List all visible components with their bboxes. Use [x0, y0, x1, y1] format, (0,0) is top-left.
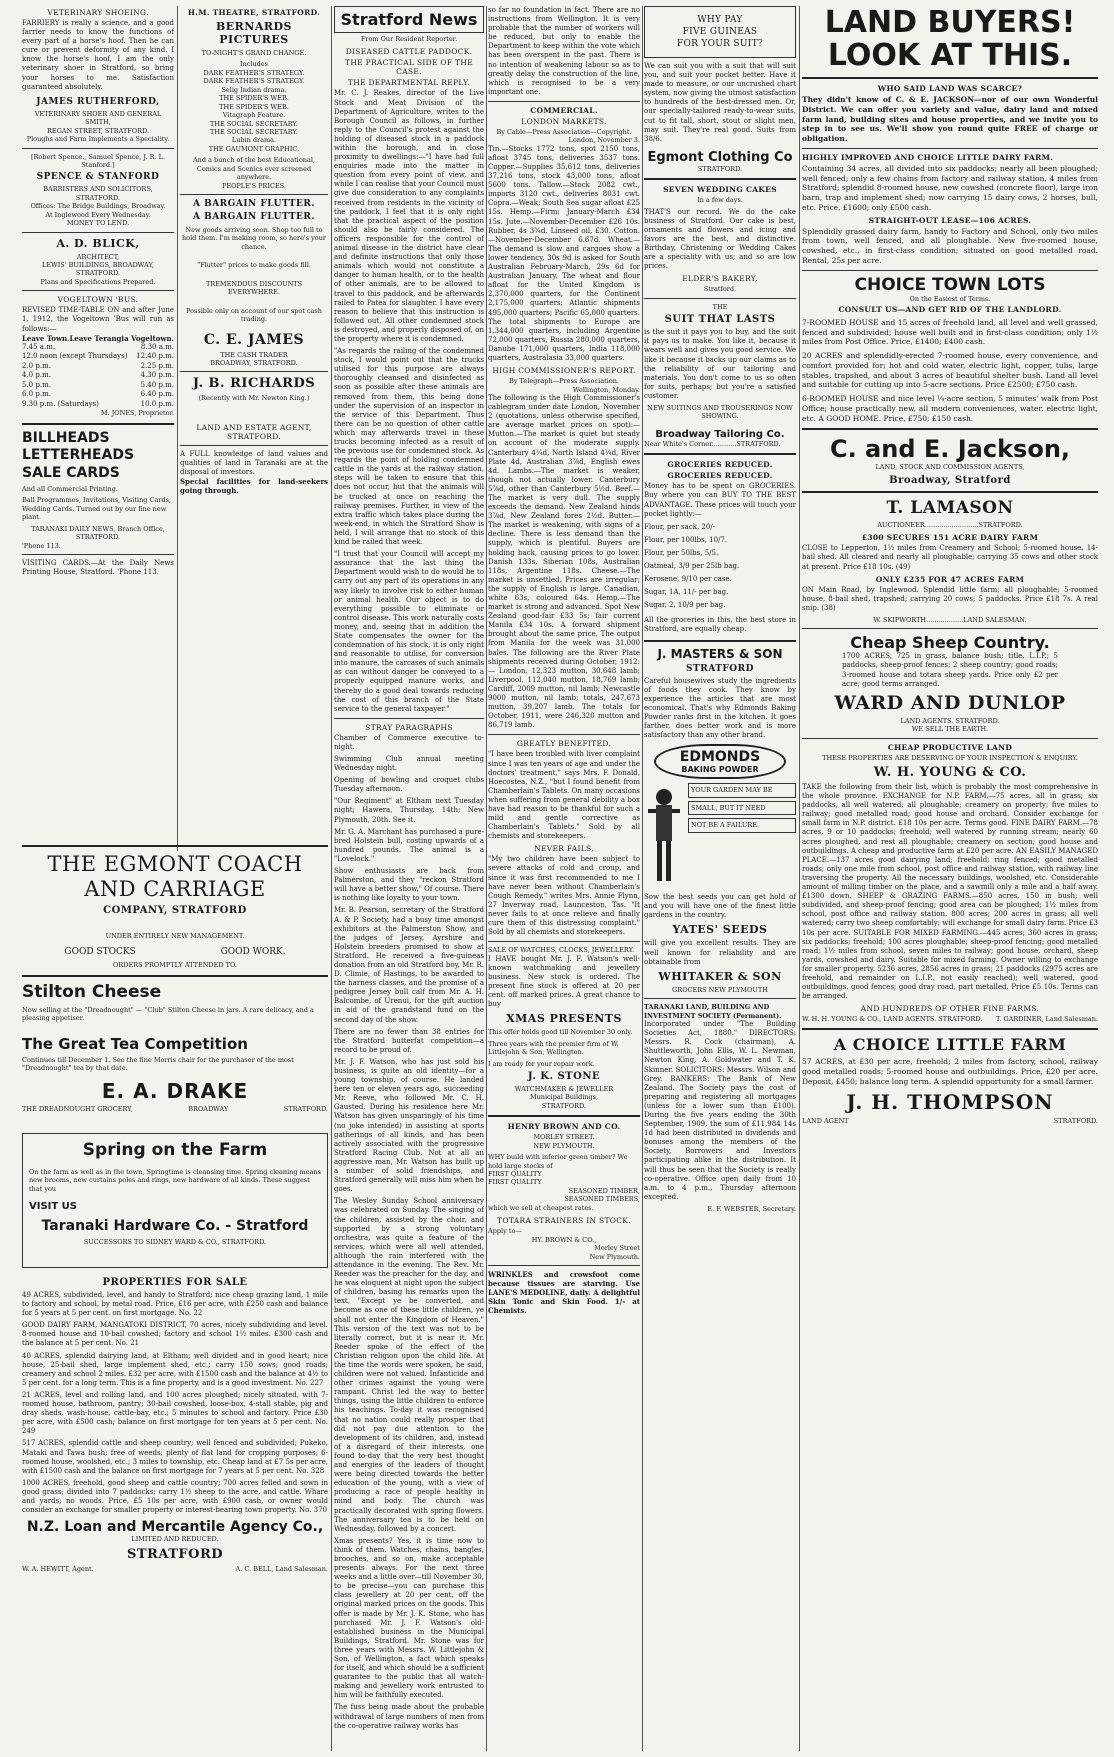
- suit-lasts-the: THE: [712, 302, 728, 311]
- yates-body: will give you excellent results. They are well known for reliability and are obtainable from: [644, 939, 796, 966]
- stray-heading: STRAY PARAGRAPHS: [365, 722, 453, 732]
- article-paragraph: "I trust that your Council will accept my assurance that the last thing the Department would wish to do would be to carry out any part of its operations in any way likely to involve risk to either human or animal health. Our object is to do everything possible to eliminate or control disease. This work naturally costs money, and, seeing that in addition the State compensates the owner for the condemnation of his stock, it is only right and reasonable to utilise, for conversion into manure, the carcases of such animals as can without danger be conveyed to a properly equipped manure works, and thereby do a good deal towards reducing the cost of this branch of the State service to the general taxpayer.": [334, 550, 484, 713]
- brown-timber: SEASONED TIMBERS,: [564, 1195, 640, 1204]
- article-subheading: THE DEPARTMENTAL REPLY.: [347, 78, 471, 88]
- spring-ad: [22, 1133, 328, 1268]
- column-rule: [486, 6, 487, 1751]
- taranaki-body: Incorporated under "The Building Societies Act, 1880." DIRECTORS: Messrs. R. Cock (chairman), A. Shuttleworth, John Ellis, W. L. Newman, Newton King, A. Goldwater and T. K. Skinner. SOLICITORS: Messrs. Wilson and Grey. BANKERS: The Bank of New Zealand. The Society pays the cost of preparing and registering all mortgages (unless for a lower sum than £100). During the five years ending the 30th September, 1909, the sum of £11,984 14s 1d had been distributed in dividends and bonuses among the members of the Society, Borrowers and Investors participating alike in the distribution. It will thus be seen that the Society is really co-operative. Office open daily from 10 a.m. to 4 p.m., Thursday afternoon excepted.: [644, 1020, 796, 1201]
- bus-return-time: 4.30 p.m.: [140, 371, 174, 380]
- watches-heading: SALE OF WATCHES, CLOCKS, JEWELLERY.: [488, 946, 635, 955]
- london-date: London, November 3.: [568, 136, 640, 145]
- rutherford-name: JAMES RUTHERFORD,: [36, 96, 160, 107]
- brown-line: MORLEY STREET.: [533, 1133, 595, 1142]
- webster-sign: E. F. WEBSTER, Secretary.: [707, 1204, 796, 1213]
- properties-heading: PROPERTIES FOR SALE: [102, 1277, 248, 1288]
- taranaki-heading: TARANAKI LAND, BUILDING AND INVESTMENT SOCIETY (Permanent).: [644, 1003, 782, 1020]
- edmonds-logo: EDMONDS BAKING POWDER: [654, 744, 786, 779]
- theatre-heading: H.M. THEATRE, STRATFORD.: [187, 8, 321, 17]
- land-buyers-heading: LAND BUYERS!: [824, 6, 1076, 40]
- lamason-line: AUCTIONEER..........................STRATFORD.: [877, 520, 1023, 529]
- apply-address: New Plymouth.: [589, 1252, 640, 1261]
- blick-line: Plans and Specifications Prepared.: [40, 277, 156, 286]
- stone-line: STRATFORD.: [541, 1101, 587, 1110]
- hc-date: Wellington, Monday.: [572, 385, 640, 394]
- theatre-item: THE GAUMONT GRAPHIC.: [208, 144, 300, 153]
- apply-name: HY. BROWN & CO.,: [531, 1235, 597, 1244]
- london-body: Tin.—Stocks 1772 tons, spot 2150 tons, afloat 3745 tons, deliveries 3537 tons. Copper.—Supplies 35,612 tons, deliveries 37,216 tons, stock 43,000 tons, afloat 5600 tons. Tallow.—Stock 2082 cwt., imports 3120 cwt., deliveries 8031 cwt. Copra.—Weak; South Sea sugar afloat £25 15s. Hemp.—Firm; January-March £34 15s. Jute.—November-December £26 10s. Rubber, 4s 3¾d. Linseed oil, £30. Cotton.—November-December 6.67d. Wheat.—The demand is slow and cargoes show a lower tendency, 30s 9d is asked for South Australian February-March, 29s 6d for Australian January. The wheat and flour afloat for the United Kingdom is 2,370,000 quarters, for the Continent 2,175,000 quarters; Atlantic shipments 495,000 quarters; Pacific 65,000 quarters. The total shipments to Europe are 1,344,000 quarters, including Argentine 72,000 quarters, Russia 280,000 quarters, Danube 171,000 quarters, India 118,000 quarters, Australasia 33,000 quarters.: [488, 144, 640, 362]
- bus-row: [22, 352, 174, 361]
- jackson-location: Broadway, Stratford: [889, 474, 1011, 486]
- bus-leave-time: 7.45 a.m.: [22, 343, 56, 352]
- never-heading: NEVER FAILS.: [534, 844, 594, 854]
- town-lots: [802, 318, 1098, 424]
- article-paragraph: "As regards the railing of the condemned stock, I would point out that the trucks utilised for this purpose are always thoroughly cleansed and disinfected as soon as possible after these animals are removed from them, this being done under the supervision of an inspector in the service of this Department. Thus there can be no question of other cattle which may afterwards travel in these trucks becoming infected as a result of the previous use for condemned stock. As regards the point of holding condemned cattle in the yards at the railway station, steps will be taken to ensure that this does not occur, but that the animals will be trucked at once on reaching the railway premises. Further, in view of the extra traffic which takes place during the week-end, in which the Stratford Show is held, I will arrange that no stock of this kind be railed that week.: [334, 347, 484, 547]
- spring-body: On the farm as well as in the town, Springtime is cleansing time. Spring cleaning means new brooms, new curtains poles and rings, new hardware of all kinds. These suggest that you: [29, 1168, 321, 1193]
- lamason-name: T. LAMASON: [886, 497, 1014, 518]
- spence-names: [Robert Spence., Samuel Spence, J. R. L. Stanford.]: [30, 152, 166, 169]
- billheads: BILLHEADS LETTERHEADS SALE CARDS: [22, 429, 135, 481]
- cheap-sheep-heading: Cheap Sheep Country.: [850, 633, 1050, 653]
- grocery-item: Sugar, 2, 10/9 per bag.: [644, 601, 726, 610]
- printing-phone: 'Phone 113.: [22, 541, 61, 550]
- whitaker-location: GROCERS NEW PLYMOUTH: [672, 985, 768, 994]
- stray-paragraph: Xmas presents? Yes, it is time now to think of them. Watches, chains, bangles, brooches, and so on, make acceptable presents always. For the next three weeks and a little over—till November 30, to be precise—you can purchase this class jewellery at 20 per cent. off the original marked prices on the goods. This offer is made by Mr. J. K. Stone, who has purchased Mr. J. F. Watson's old-established business in the Municipal Buildings, Stratford. Mr. Stone was for three years with Messrs. W. Littlejohn & Son, of Wellington, a fact which speaks for itself, and which should be a sufficient guarantee to the public that all watch-making and jewellery work entrusted to him will be faithfully executed.: [334, 1536, 484, 1700]
- article-heading: DISEASED CATTLE PADDOCK.: [345, 47, 473, 57]
- stray-paragraph: "Our Regiment" at Eltham next Tuesday night; Hawera, Thursday, 14th; New Plymouth, 20th. See it.: [334, 797, 484, 824]
- spring-visit: VISIT US: [29, 1201, 78, 1213]
- elder-location: Stratford.: [703, 285, 737, 294]
- apply-address: Morley Street: [594, 1244, 640, 1253]
- loan-limited: LIMITED AND REDUCED.: [131, 1535, 219, 1544]
- theatre-item: THE SPIDER'S WEB.: [219, 94, 289, 103]
- ward-line: WE SELL THE EARTH.: [911, 725, 989, 734]
- spring-title: Spring on the Farm: [82, 1140, 268, 1160]
- bus-return-time: 10.0 p.m.: [140, 399, 174, 408]
- rutherford-line: Ploughs and Farm Implements a Speciality.: [26, 135, 170, 144]
- bus-row: [22, 390, 174, 399]
- theatre-item: THE SPIDER'S WEB.: [219, 102, 289, 111]
- stone-name: J. K. STONE: [527, 1070, 601, 1082]
- column-3: [334, 6, 484, 1751]
- james-name: C. E. JAMES: [203, 331, 305, 348]
- stray-paragraph: There are no fewer than 38 entries for the Stratford butterfat competition—a record to be proud of.: [334, 1027, 484, 1054]
- theatre-item: Selig Indian drama.: [221, 85, 287, 94]
- stray-paragraph: Show enthusiasts are back from Palmerston, and they "reckon Stratford will have a better show." Of course. There is nothing like loyalty to your town.: [334, 867, 484, 903]
- bus-return-time: 5.40 p.m.: [140, 380, 174, 389]
- bus-leave-time: 9.30 p.m. (Saturdays): [22, 399, 99, 408]
- spence-line: At Inglewood Every Wednesday.: [45, 210, 151, 219]
- bus-return-time: 12.40 p.m.: [136, 352, 174, 361]
- theatre-item: Lubin drama.: [231, 136, 277, 145]
- property-listing: 21 ACRES, level and rolling land, and 100 acres ploughed; nicely situated, with 7-roomed house, bathroom, pantry; 30-bail cowshed, loose-box, 4-stall stable, pig and dray sheds, wash-house, cattle-bay, etc.; 5 minutes to school and factory. Price £30 per acre, with £500 cash; balance on first mortgage for ten years at 5 per cent. No. 249: [22, 1390, 328, 1436]
- grocery-item: Flour, per 50lbs, 5/5.: [644, 548, 719, 557]
- theatre-item: Vitagraph Feature.: [222, 111, 286, 120]
- property-listing: 1000 ACRES, freehold, good sheep and cattle country; 700 acres felled and sown in good grass; divided into 7 paddocks; carry 1½ sheep to the acre, and cattle. Whare and yards; no woods. Price, £5 10s per acre, with £900 cash, or owner would consider an exchange for smaller property or interest-bearing town property. No. 370: [22, 1478, 328, 1515]
- gardener-figure-icon: [644, 783, 684, 893]
- bus-row: [22, 362, 174, 371]
- town-lot: 6-ROOMED HOUSE and nice level ¼-acre section, 5 minutes' walk from Post Office; house practically new, all modern conveniences, water, electric light, etc. A GOOD HOME. Price, £750; £150 cash.: [802, 394, 1098, 423]
- groceries-heading: GROCERIES REDUCED.: [667, 471, 773, 481]
- theatre-title: BERNARDS PICTURES: [215, 20, 293, 46]
- theatre-item: DARK FEATHER'S STRATEGY.: [203, 68, 305, 77]
- jackson-line: LAND, STOCK AND COMMISSION AGENTS,: [875, 463, 1025, 472]
- bus-row: [22, 343, 174, 352]
- ward-line: LAND AGENTS. STRATFORD.: [900, 716, 1000, 725]
- garden-body: Sow the best seeds you can get hold of and you will have one of the finest little gardens in the country.: [644, 893, 796, 920]
- wrinkles-ad: WRINKLES and crowsfoot come because tissues are starving. Use LANE'S MEDOLINE, daily. A delightful Skin Tonic and Skin Food. 1/- at Chemists.: [488, 1269, 640, 1316]
- column-2: [180, 6, 328, 836]
- bus-heading: VOGELTOWN 'BUS.: [57, 295, 139, 305]
- stray-paragraph: Chamber of Commerce executive to-night.: [334, 733, 484, 751]
- land-agent-body: A FULL knowledge of land values and qualities of land in Taranaki are at the disposal of investors.: [180, 449, 328, 476]
- coach-under: UNDER ENTIRELY NEW MANAGEMENT.: [105, 932, 245, 941]
- printing-line: And all Commercial Printing.: [22, 485, 118, 494]
- stray-paragraph: Swimming Club annual meeting Wednesday night.: [334, 755, 484, 773]
- thompson-footer: LAND AGENT STRATFORD.: [802, 1116, 1098, 1125]
- broadway-tailoring: Broadway Tailoring Co.: [655, 428, 785, 440]
- coach-orders: ORDERS PROMPTLY ATTENDED TO.: [113, 960, 237, 969]
- column-4: [488, 6, 640, 1751]
- printing-line: TARANAKI DAILY NEWS, Branch Office, STRATFORD.: [31, 524, 165, 542]
- egmont-location: STRATFORD.: [697, 164, 743, 173]
- garden-block: [644, 783, 796, 893]
- bus-leave-time: 2.0 p.m.: [22, 361, 51, 370]
- stone-line: WATCHMAKER & JEWELLER: [514, 1084, 614, 1093]
- why-pay-line: WHY PAY: [697, 15, 743, 25]
- column-rule: [177, 6, 178, 851]
- town-lot: 20 ACRES and splendidly-erected 7-roomed house, every convenience, and comfort provided for; hot and cold water, electric light, copper, tubs, large stables, trapshed, and about 3 acres of beautiful shelter bush. Land all level and suitable for cutting up into 5-acre sections. Price £2500; £750 cash.: [802, 351, 1098, 390]
- spence-line: Offices: The Bridge Buildings, Broadway.: [30, 202, 166, 211]
- drake-footer: THE DREADNOUGHT GROCERY, BROADWAY STRATFORD.: [22, 1104, 328, 1113]
- look-heading: LOOK AT THIS.: [827, 38, 1073, 73]
- greatly-body: "I have been troubled with liver complaint since I was ten years of age and under the doctors' treatment," says Mrs. F. Donald, Hoecostea, N.Z., "but I found benefit from Chamberlain's Tablets. On many occasions when suffering from general debility a box have had reason to be thankful for such a mild and gentle corrective as Chamberlain's Tablets." Sold by all chemists and storekeepers.: [488, 750, 640, 841]
- bus-return-time: 6.40 p.m.: [140, 390, 174, 399]
- bus-body: REVISED TIME-TABLE ON and after June 1, 1912, the Vogeltown 'Bus will run as follows:—: [22, 306, 174, 333]
- blick-line: ARCHITECT,: [76, 252, 120, 261]
- why-pay-line: FIVE GUINEAS: [682, 27, 758, 37]
- column-rule: [799, 6, 800, 1751]
- who-heading: WHO SAID LAND WAS SCARCE?: [877, 84, 1023, 93]
- grocery-item: Flour, per 100lbs, 10/7.: [644, 535, 728, 544]
- masthead: Stratford News: [340, 10, 478, 29]
- never-body: "My two children have been subject to severe attacks of cold and croup, and since it was first recommended to me I have never been without Chamberlain's Cough Remedy," writes Mrs. Annie Flynn, 27 Inverway road, Launceston, Tas. "It never fails to at once relieve and finally cure them of this distressing complaint." Sold by all chemists and storekeepers.: [488, 855, 640, 937]
- stray-paragraph: Opening of bowling and croquet clubs Tuesday afternoon.: [334, 776, 484, 794]
- theatre-includes: Includes: [239, 60, 268, 69]
- possible: Possible only on account of our spot cash trading.: [186, 306, 322, 324]
- lease-body: Splendidly grassed dairy farm, handy to Factory and School, only two miles from town, well fenced, and all ploughable. New five-roomed house, cowshed, etc., in first-class condition; situated on good metalled road. Rental, 25s per acre.: [802, 226, 1098, 265]
- improved-body: Containing 34 acres, all divided into six paddocks; nearly all been ploughed; well fenced; only a few chains from factory and railway station, 4 miles from Stratford; splendid 8-roomed house, new cowshed (concrete floor), large iron barn, trap and implement shed; now carrying 15 dairy cows, 2 horses, bull, etc. Price, £1600; only £500 cash.: [802, 163, 1098, 212]
- masthead-box: [334, 6, 484, 33]
- groceries-foot: All the groceries in this, the best store in Stratford, are equally cheap.: [644, 616, 796, 634]
- tea-title: The Great Tea Competition: [22, 1034, 248, 1053]
- stray-paragraph: Mr. B. Pearson, secretary of the Stratford A. & P. Society, had a busy time amongst exhibitors at the Palmerston Show, and the judges of Jersey, Ayrshire and Holstein breeders promised to show at Stratford. He received a five-guineas donation from an old Stratford boy, Mr. R. D. Climie, of Hastings, to be awarded to the harness classes, and the promise of a pedigree Jersey bull calf from Mr. A. H. Balcombe, of Urenui, for the gift auction in aid of the grandstand fund on the second day of the show.: [334, 906, 484, 1024]
- printing-line: Ball Programmes, Invitations, Visiting Cards, Wedding Cards. Turned out by our fine new plant.: [22, 496, 172, 522]
- masters-location: STRATFORD: [686, 663, 754, 674]
- grocery-item: Sugar, 1A, 11/- per bag.: [644, 588, 729, 597]
- suitings-line: NEW SUITINGS AND TROUSERINGS NOW SHOWING.: [647, 404, 793, 421]
- brown-quality: FIRST QUALITY: [488, 1170, 542, 1178]
- xmas-heading: XMAS PRESENTS: [506, 1012, 622, 1026]
- cheap-sheep-body: 1700 ACRES, 725 in grass, balance bush; title, L.I.P.; 5 paddocks, sheep-proof fences; 2 sheep country; good roads; 3-roomed house and totara sheep yards. Price only £2 per acre; good terms arranged.: [842, 652, 1058, 688]
- young-name: W. H. YOUNG & CO.: [873, 765, 1027, 780]
- article-continued: so far no foundation in fact. There are no instructions from Wellington. It is very probable that the number of workers will be reduced, but only to enable the Department to keep within the vote which has been overspent in the past. There is no intention of weakening labour so as to greatly delay the construction of the line, which is recognised to be a very important one.: [488, 6, 640, 96]
- properties-list: [22, 1291, 328, 1515]
- visiting-cards: VISITING CARDS.—At the Daily News Printing House, Stratford. 'Phone 113.: [22, 559, 174, 577]
- richards-line: (Recently with Mr. Newton King.): [198, 394, 310, 403]
- totara-line: TOTARA STRAINERS IN STOCK.: [497, 1216, 631, 1226]
- suit-lasts-heading: SUIT THAT LASTS: [664, 314, 776, 326]
- property-listing: 517 ACRES, splendid cattle and sheep country; well fenced and subdivided; Pukeko, Mataki and Tawa bush; free of weeds; plenty of flat land for cropping purposes; 6-roomed house, woolshed, etc.; 3 miles to township, etc. Cheap land at £7 5s per acre, with £1500 cash and the balance on first mortgage for 7 years at 5 per cent. No. 328: [22, 1439, 328, 1475]
- column-rule: [642, 6, 643, 1751]
- bus-return-time: 2.25 p.m.: [140, 361, 174, 370]
- brown-timber: SEASONED TIMBER,: [568, 1186, 640, 1195]
- spring-store: Taranaki Hardware Co. - Stratford: [41, 1218, 309, 1235]
- rutherford-line: VETERINARY SHOER AND GENERAL SMITH,: [34, 109, 162, 127]
- brown-heading: HENRY BROWN AND CO.: [507, 1122, 621, 1132]
- theatre-item: THE SOCIAL SECRETARY.: [210, 119, 298, 128]
- lamason-offer-body: ON Main Road, by Inglewood. Splendid little farm; all ploughable; 5-roomed house, 8-bail shed, trapshed; carrying 20 cows; 5 paddocks. Price £18 7s. A real snip. (38): [802, 585, 1098, 612]
- young-body: TAKE the following from their list, which is probably the most comprehensive in the whole province. EXCHANGE for N.P. FARM.—75 acres, all in grass; six paddocks, all well watered; all ploughable; creamery on property; five miles to railway; good metalled road; good house and orchard. Consider exchange for small farm in N.P. district. £18 10s per acre. Terms good. FINE DAIRY FARM.—78 acres, 9 or 10 paddocks; freehold; well watered by running stream; nearly 60 acres ploughed, and rest all ploughable; creamery on section; good house and outbuildings. A cheap and productive farm at £20 per acre. AN EASILY MANAGED PLACE.—137 acres good dairying land; freehold; ring fenced; good metalled roads; only one mile from school, post office and railway station, with railway line traversing the property. All the necessary buildings, woolshed, etc. Considerable amount of milling timber on the place, and a sawmill only a mile and a half away. £1300 down. SHEEP & GRAZING FARMS.—850 acres, 150 in bush; well subdivided, and sheep-proof fencing; good area can be ploughed; 1½ miles from school, post office and railway station. 800 acres; 200 acres in grass; all well watered; carry two sheep comfortably; will exchange for small dairy farm. Price £3 10s per acre. SUITABLE FOR MIXED FARMING.—445 acres; 360 acres in grass; six paddocks; freehold; 100 acres ploughable; sheep-proof fencing; good metalled road; 1½ miles from school, seven miles to railway; good house, orchard, sheep yards, cowshed and dairy. Suitable for mixed farming. Owner willing to exchange for smaller property. 5236 acres, 2856 acres in grass; 21 paddocks (2975 acres are freehold, and remainder on L.I.P., not easily reached); well watered, good outbuildings, good fences; good dray road, part metalled. Price £5 10s. Terms can be arranged.: [802, 783, 1098, 1001]
- watches-body: I HAVE bought Mr. J. F. Watson's well-known watchmaking and jewellery business. New stock is ordered. The present fine stock is offered at 20 per cent. off marked prices. A great chance to buy: [488, 954, 640, 1009]
- stray-paragraphs: [334, 734, 484, 1731]
- column-6: [802, 6, 1098, 1751]
- little-farm-heading: A CHOICE LITTLE FARM: [833, 1035, 1067, 1055]
- loan-agents: W. A. HEWITT, Agent. A. C. BELL, Land Salesman.: [22, 1564, 328, 1573]
- garden-line: NOT BE A FAILURE.: [688, 818, 796, 832]
- properties-ad: [22, 1274, 328, 1752]
- lamason-offer: ONLY £235 FOR 47 ACRES FARM: [875, 574, 1025, 584]
- why-pay-box: [644, 6, 796, 58]
- bargain-body: New goods arriving soon. Shop too full to hold them. I'm making room, so here's your chance.: [182, 226, 326, 251]
- property-listing: 40 ACRES, splendid dairying land, at Eltham; well divided and in good heart; nice house, 25-bail shed, large implement shed, etc.; carry 150 sows; good roads; creamery and school 2 miles. £32 per acre, with £1500 cash and the balance at 4½ to 5 per cent. for a long term. This is a fine property, and is a good investment. No. 227: [22, 1351, 328, 1387]
- brown-quality: FIRST QUALITY: [488, 1178, 542, 1187]
- apply-line: Apply to—: [488, 1227, 522, 1236]
- bus-leave-time: 12.0 noon (except Thursdays): [22, 352, 128, 361]
- stilton-body: Now selling at the "Dreadnought" — "Club" Stilton Cheese in jars. A rare delicacy, and a pleasing appetiser.: [22, 1006, 314, 1023]
- article-paragraph: Mr. C. J. Reakes, director of the Live Stock and Meat Division of the Department of Agriculture, writes to the Borough Council as follows, in further reply to the Council's protest against the holding of diseased stock in a paddock within the borough, and in close proximity to dwellings:—"I have had full enquiries made into the matter in question from every point of view, and while I can realise that your Council must give due consideration to any complaints received from residents in the vicinity of the paddock, I feel that it is only right that the practical aspect of the position should also be fairly considered. The officers responsible for the control of animal disease in the district have clear and definite instructions that only those animals which would not constitute a danger to human health, or to the health of other animals, are to be allowed to travel to this paddock, and be afterwards railed to Patea for slaughter. I have every reason to believe that this instruction is followed out. All other condemned stock is destroyed, and properly disposed of, on the property where it is condemned.: [334, 89, 484, 343]
- blick-line: LEWIS' BUILDINGS, BROADWAY, STRATFORD.: [42, 261, 154, 278]
- young-footer: W. H. H. YOUNG & CO., LAND AGENTS. STRATFORD. T. GARDINER, Land Salesman.: [802, 1015, 1098, 1024]
- theatre-prices: PEOPLE'S PRICES.: [221, 181, 287, 190]
- bus-return-time: 8.30 a.m.: [140, 343, 174, 352]
- tea-body: Continues till December 1. See the fine Morris chair for the purchaser of the most "Dreadnought" tea by that date.: [22, 1055, 294, 1073]
- brown-body: WHY build with inferior green timber? We hold large stocks of: [488, 1153, 628, 1170]
- broadway-location: Near White's Corner............STRATFORD.: [644, 439, 781, 448]
- column-5: [644, 6, 796, 1751]
- property-listing: GOOD DAIRY FARM, MANGATOKI DISTRICT, 70 acres, nicely subdividing and level. 8-roomed house and 10-bail cowshed; factory and school 1½ miles. £300 cash and the balance at 5 per cent. No. 21: [22, 1321, 328, 1348]
- article-subheading: THE PRACTICAL SIDE OF THE CASE.: [345, 58, 473, 77]
- vet-body: FARRIERY is really a science, and a good farrier needs to know the functions of every part of a horse's hoof. Then he can cure or prevent deformity of any kind. I know the horse's hoof, I am the only veterinary shoer in Stratford, so bring your horses to me. Satisfaction guaranteed absolutely.: [22, 19, 174, 91]
- bus-proprietor: M. JONES, Proprietor.: [100, 409, 174, 418]
- james-line: THE CASH TRADER: [220, 350, 288, 359]
- choice-heading: CHOICE TOWN LOTS: [854, 274, 1046, 295]
- commercial-heading: COMMERCIAL.: [530, 105, 598, 115]
- xmas-body: This offer holds good till November 30 only.: [488, 1028, 633, 1037]
- theatre-sub: TO-NIGHT'S GRAND CHANGE.: [201, 49, 307, 57]
- spring-successors: SUCCESSORS TO SIDNEY WARD & CO., STRATFORD.: [83, 1238, 267, 1247]
- reporter-line: From Our Resident Reporter.: [360, 35, 458, 43]
- coach-title: THE EGMONT COACH AND CARRIAGE: [47, 852, 303, 902]
- bargain-heading: A BARGAIN FLUTTER.: [192, 212, 316, 222]
- elder-name: ELDER'S BAKERY,: [682, 274, 758, 284]
- masters-name: J. MASTERS & SON: [657, 646, 783, 661]
- lamason-offer-body: CLOSE to Lepperton, 1½ miles from Creamery and School; 5-roomed house, 14-bail shed. All cleared and nearly all ploughable; carrying 35 cows and other stock at present. Price £18 10s. (49): [802, 544, 1098, 571]
- vet-heading: VETERINARY SHOEING.: [47, 8, 149, 17]
- flutter-body: "Flutter" prices to make goods fill.: [197, 261, 311, 270]
- whitaker-name: WHITAKER & SON: [658, 969, 782, 983]
- james-line: BROADWAY, STRATFORD.: [210, 358, 298, 367]
- bus-row: [22, 400, 174, 409]
- bus-timetable: [22, 343, 174, 409]
- cakes-body: THAT'S our record. We do the cake business of Stratford. Our cake is best, ornaments and flowers and icing and favors are the best, and distinctive. Birthday, Christening or Wedding Cakes are a speciality with us; and so are low prices.: [644, 207, 796, 271]
- grocery-item: Kerosene, 9/10 per case.: [644, 575, 732, 584]
- stilton-ad: [22, 970, 328, 1125]
- bus-leave-time: 5.0 p.m.: [22, 380, 51, 389]
- brown-body2: which we sell at cheapest rates.: [488, 1203, 594, 1212]
- cakes-sub: In a few days.: [697, 196, 743, 205]
- choice-sub: On the Easiest of Terms.: [909, 294, 991, 303]
- blick-title: A. D. BLICK,: [56, 236, 140, 250]
- stray-paragraph: Mr. J. F. Watson, who has just sold his business, is quite an old identity—for a young township, of course. He landed here ten or eleven years ago, succeeding Mr. Reeve, who followed Mr. C. H. Gausted. During his residence here Mr. Watson has given unsparingly of his time (no joke intended) in assisting at sports gatherings of all kinds, and has been actively associated with the progressive Stratford Racing Club. Not at all an aggressive man, Mr. Watson has built up a number of solid friendships, and Stratford generally will miss him when he goes.: [334, 1057, 484, 1194]
- brown-line: NEW PLYMOUTH.: [533, 1141, 595, 1150]
- richards-name: J. B. RICHARDS: [192, 376, 316, 392]
- drake-name: E. A. DRAKE: [101, 1078, 249, 1103]
- xmas-body: Three years with the premier firm of W. Littlejohn & Son, Wellington.: [488, 1039, 619, 1057]
- land-agent-heading: LAND AND ESTATE AGENT, STRATFORD.: [196, 422, 312, 441]
- who-body: They didn't know of C. & E. JACKSON—nor of our own Wonderful District. We can offer you variety and value, dairy land and mixed farm land, building sites and house properties, and we invite you to step in to see us. We'll show you round quite FREE of charge or obligation.: [802, 95, 1098, 143]
- lease-heading: STRAIGHT-OUT LEASE—106 ACRES.: [868, 215, 1032, 225]
- stray-paragraph: The fuss being made about the probable withdrawal of large numbers of men from the co-operative railway works has: [334, 1703, 484, 1730]
- ward-name: WARD AND DUNLOP: [834, 691, 1066, 714]
- why-pay-line: FOR YOUR SUIT?: [676, 39, 764, 49]
- consult-line: CONSULT US—AND GET RID OF THE LANDLORD.: [838, 304, 1062, 314]
- column-1: [22, 6, 174, 836]
- thompson-name: J. H. THOMPSON: [846, 1089, 1054, 1114]
- loan-company: N.Z. Loan and Mercantile Agency Co.,: [26, 1519, 324, 1536]
- egmont-clothing: Egmont Clothing Co: [647, 149, 793, 165]
- little-farm-body: 57 ACRES, at £30 per acre, freehold; 2 miles from factory, school, railway good metalled roads; 5-roomed house and outbuildings. Price, £20 per acre. Deposit, £450; balance long term. A splendid opportunity for a small farmer.: [802, 1057, 1098, 1086]
- rutherford-line: REGAN STREET, STRATFORD.: [46, 126, 150, 135]
- town-lot: 7-ROOMED HOUSE and 15 acres of freehold land, all level and well grassed, fenced and subdivided; house well built and in first-class condition; only 1½ miles from Post Office. Price, £1400; £400 cash.: [802, 317, 1098, 347]
- stilton-title: Stilton Cheese: [22, 982, 162, 1002]
- suit-body: We can suit you with a suit that will suit you, and suit your pocket better. Have it made to measure, or our uncrushed chart system, now giving the utmost satisfaction to hundreds of the best-dressed men. Or, our specially-tailored ready-to-wear suits, cut to fit tall, short, stout or slight men, may suit. They're real good. Suits from 38/6.: [644, 62, 796, 143]
- bus-leave-time: 4.0 p.m.: [22, 371, 51, 380]
- hc-by: By Telegraph—Press Association.: [509, 377, 619, 386]
- garden-line: YOUR GARDEN MAY BE: [688, 783, 796, 797]
- stone-line: Municipal Buildings,: [529, 1093, 599, 1102]
- stray-paragraph: The Wesley Sunday School anniversary was celebrated on Sunday. The singing of the children, assisted by the choir, and supported by a strong voluntary orchestra, was quite a feature of the services, which were all well attended, although the rain interfered with the attendance in the evening. The Rev. Mr. Reeder was the preacher for the day, and he was eloquent at night upon the subject of children, basing his remarks upon the text, "Except ye be converted, and become as one of these little children, ye shall not enter the Kingdom of Heaven." This version of the text was not to be literally correct, but it is near it. Mr. Reeder spoke of the effect of the Christian religion upon the child life. At the time the words were spoken, he said, children were not valued. Infanticide and other crimes against the young were rampant. Christ led the way to better things, using the little children to enforce his teachings. To-day it was recognised that no nation could really prosper that did not pay due attention to the development of its children, and, instead of a disregard of their interests, one found to-day that the very best thought and energies of the leaders of thought were being directed towards the better education of the young, with a view of producing a race of people healthy in mind and body. The church was practically decorated with spring flowers. The anniversary tea is to be held on Wednesday, followed by a concert.: [334, 1197, 484, 1533]
- loan-stratford: STRATFORD: [126, 1546, 224, 1562]
- cakes-heading: SEVEN WEDDING CAKES: [663, 185, 777, 195]
- hc-body: The following is the High Commissioner's cablegram under date London, November 2 (quotations, unless otherwise specified, are average market prices on spot):— Mutton.—The market is quiet but steady on account of the moderate supply. Canterbury 4¼d, North Island 4¼d, River Plate 4d, Australian 3⅞d, English ewes 4d. Lambs.—The market is weaker, though not actually lower. Canterbury 5⅞d, other than Canterbury 5½d. Beef.—The market is very dull. The supply exceeds the demand. New Zealand hinds 3⅞d, New Zealand fores 2½d. Butter.—The market is weakening, with signs of a decline. There is less demand than the supply, which is plentiful. Buyers are holding back, causing prices to go lower. Danish 133s, Siberian 108s, Australian 118s, Argentine 118s. Cheese.—The market is unsettled. Prices are irregular; the supply of English is large. Canadian, white 63s, coloured 64s. Hemp.—The market is strong and advanced. Spot New Zealand good-fair £33 5s; fair current Manila £34 10s. A forward shipment brought about the same price. The output from Manila for the week was 31,000 bales. The following are the River Plate shipments received during October, 1912:— London, 12,323 mutton, 30,648 lamb; Liverpool, 112,040 mutton, 18,769 lamb; Cardiff, 2009 mutton, nil lamb; Newcastle 9000 mutton, nil lamb; totals, 247,673 mutton, 39,207 lamb. The totals for October, 1911, were 246,320 mutton and 86,719 lamb.: [488, 393, 640, 730]
- improved-heading: HIGHLY IMPROVED AND CHOICE LITTLE DAIRY FARM.: [802, 152, 1054, 162]
- greatly-heading: GREATLY BENEFITED.: [516, 739, 612, 749]
- bus-leave-time: 6.0 p.m.: [22, 390, 51, 399]
- spence-line: MONEY TO LEND.: [66, 219, 130, 228]
- grocery-item: Oatmeal, 3/9 per 25lb bag.: [644, 561, 740, 570]
- skipworth-line: W. SKIPWORTH..................LAND SALESMAN.: [873, 615, 1027, 624]
- suit-lasts-body: is the suit it pays you to buy, and the suit it pays us to make. You like it, because it wears well and gives you good service. We like it because it backs up our claims as to the reliability of our tailoring and materials. You don't come to us so often for suits, perhaps; but you're a satisfied customer.: [644, 328, 796, 400]
- masters-body: Careful housewives study the ingredients of foods they cook. They know by experience the articles that are most economical. That's why Edmonds Baking Powder ranks first in the kitchen. It goes farther, does better work and is more satisfactory than any other brand.: [644, 676, 796, 740]
- bus-row: [22, 381, 174, 390]
- london-heading: LONDON MARKETS.: [521, 116, 607, 126]
- london-by: By Cable—Press Association—Copyright.: [496, 127, 632, 136]
- theatre-item: THE SOCIAL SECRETARY.: [210, 127, 298, 136]
- spence-line: BARRISTERS AND SOLICITORS, STRATFORD.: [43, 185, 153, 202]
- theatre-item: DARK FEATHER'S STRATEGY.: [203, 77, 305, 86]
- jackson-name: C. and E. Jackson,: [829, 435, 1071, 464]
- hc-heading: HIGH COMMISSIONER'S REPORT.: [492, 366, 636, 376]
- theatre-programme: [180, 69, 328, 153]
- grocery-item: Flour, per sack, 20/-: [644, 522, 716, 531]
- spence-title: SPENCE & STANFORD: [36, 172, 160, 183]
- cpl-heading: CHEAP PRODUCTIVE LAND: [887, 742, 1013, 752]
- garden-line: SMALL, BUT IT NEED: [688, 801, 796, 815]
- bus-header-row: Leave Town. Leave Terangia Vogeltown.: [22, 333, 174, 343]
- coach-company: COMPANY, STRATFORD: [103, 905, 247, 917]
- bargain-heading: A BARGAIN FLUTTER.: [192, 199, 316, 209]
- groceries-heading: GROCERIES REDUCED.: [667, 460, 773, 470]
- property-listing: 49 ACRES, subdivided, level, and handy to Stratford; nice cheap grazing land, 1 mile to factory and school, by metal road. Price, £16 per acre, with £250 cash and balance for 5 years at 5 per cent. on first mortgage. No. 22: [22, 1291, 328, 1318]
- theatre-foot: And a bunch of the best Educational, Comics and Scenics ever screened anywhere.: [192, 156, 315, 182]
- lamason-offer: £300 SECURES 151 ACRE DAIRY FARM: [861, 533, 1039, 543]
- land-agent-special: Special facilities for land-seekers going through.: [180, 477, 328, 496]
- groceries-list: [644, 523, 796, 611]
- hundreds-line: AND HUNDREDS OF OTHER FINE FARMS.: [860, 1004, 1040, 1014]
- yates-seeds: YATES' SEEDS: [672, 923, 768, 937]
- stray-paragraph: Mr. G. A. Marchant has purchased a pure-bred Holstein bull, costing upwards of a hundred pounds. The animal is a "Lovelock.": [334, 827, 484, 863]
- cpl-sub: THESE PROPERTIES ARE DESERVING OF YOUR INSPECTION & ENQUIRY.: [822, 753, 1078, 762]
- tremendous: TREMENDOUS DISCOUNTS EVERYWHERE.: [205, 279, 303, 297]
- bus-row: [22, 371, 174, 380]
- coach-ad: [22, 840, 328, 969]
- repair-line: I am ready for your repair work.: [488, 1059, 595, 1068]
- coach-stocks: GOOD STOCKS GOOD WORK.: [64, 946, 286, 957]
- column-rule: [331, 6, 332, 1751]
- groceries-body: Money has to be spent on GROCERIES. Buy where you can BUY TO THE BEST ADVANTAGE. These prices will touch your pocket lightly:—: [644, 482, 796, 518]
